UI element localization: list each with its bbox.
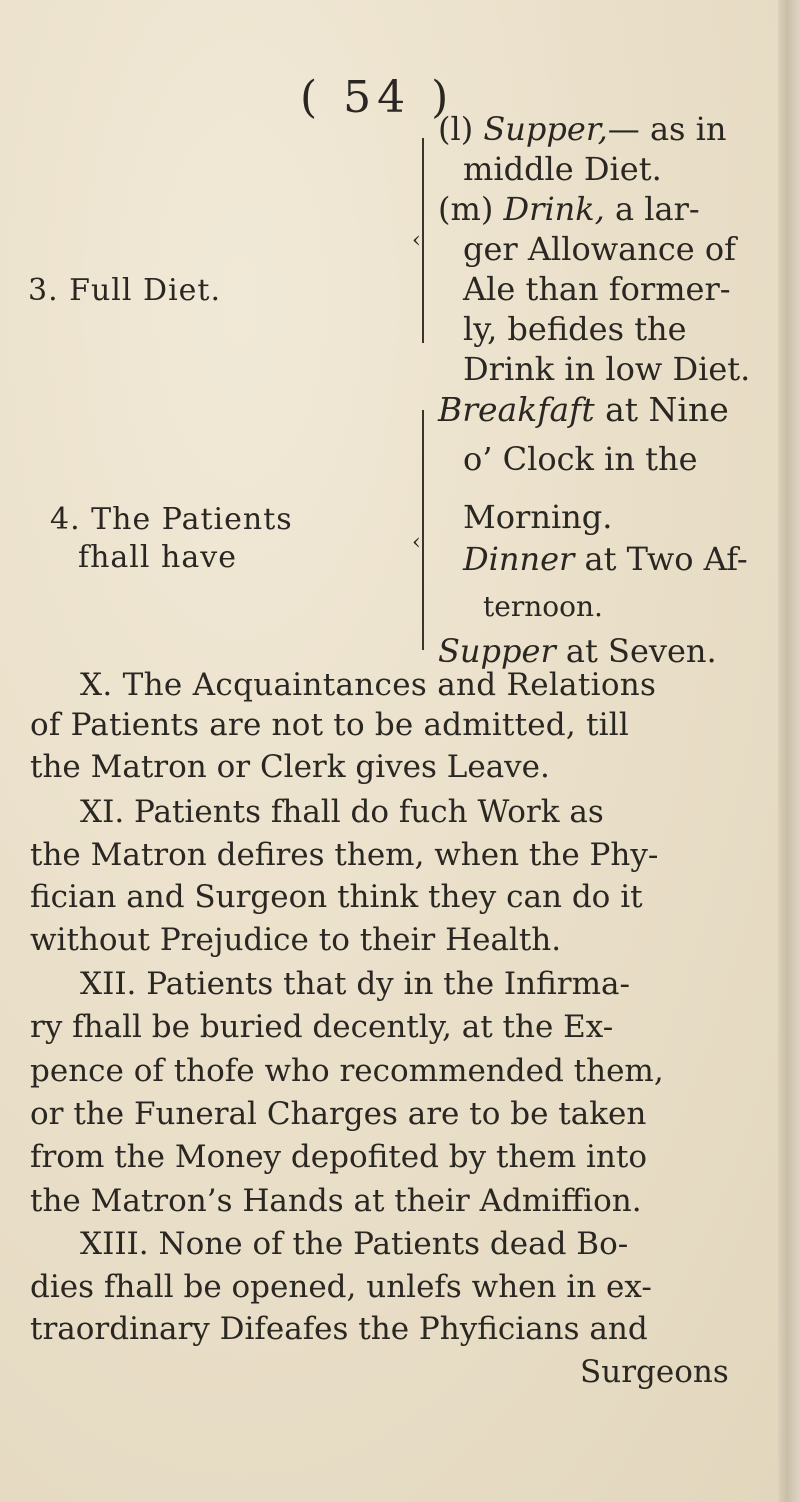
rule-xi-line: the Matron defires them, when the Phy-: [30, 837, 659, 873]
diet-item: Drink in low Diet.: [463, 350, 751, 388]
rule-xii-line: ry fhall be buried decently, at the Ex-: [30, 1009, 614, 1045]
meals-label-line2: fhall have: [78, 540, 237, 575]
page-edge-shadow: [778, 0, 800, 1502]
rule-xiii-line: XIII. None of the Patients dead Bo-: [80, 1226, 629, 1262]
full-diet-label: 3. Full Diet.: [28, 273, 222, 308]
meals-brace: ‹: [416, 410, 430, 650]
rule-x-line: X. The Acquaintances and Relations: [80, 667, 657, 703]
meal-item: Dinner at Two Af-: [463, 540, 748, 578]
rule-xii-line: XII. Patients that dy in the Infirma-: [80, 966, 630, 1002]
rule-xii-line: the Matron’s Hands at their Admiffion.: [30, 1183, 642, 1219]
meal-item: Breakfaft at Nine: [438, 390, 729, 429]
meals-label-line1: 4. The Patients: [50, 502, 293, 537]
rule-x-line: of Patients are not to be admitted, till: [30, 707, 629, 743]
diet-item: (m) Drink, a lar-: [438, 190, 700, 228]
diet-item: ly, befides the: [463, 310, 687, 348]
catchword: Surgeons: [580, 1354, 729, 1390]
meal-item: ternoon.: [483, 590, 603, 623]
meals-section: [28, 390, 768, 703]
rule-xi-line: without Prejudice to their Health.: [30, 922, 562, 958]
rule-xi-line: fician and Surgeon think they can do it: [30, 879, 643, 915]
diet-item: ger Allowance of: [463, 230, 736, 268]
rule-xi-line: XI. Patients fhall do fuch Work as: [80, 794, 604, 830]
page-number: ( 54 ): [300, 72, 455, 123]
rule-xii-line: or the Funeral Charges are to be taken: [30, 1096, 647, 1132]
rule-xiii-line: dies fhall be opened, unlefs when in ex-: [30, 1269, 652, 1305]
rule-xii-line: from the Money depofited by them into: [30, 1139, 648, 1175]
meal-item: Morning.: [463, 498, 613, 536]
meal-item: Supper at Seven.: [438, 632, 717, 670]
rule-xii-line: pence of thofe who recommended them,: [30, 1053, 664, 1089]
diet-item: middle Diet.: [463, 150, 662, 188]
rule-xiii-line: traordinary Difeafes the Phyficians and: [30, 1311, 648, 1347]
diet-item: (l) Supper,— as in: [438, 110, 727, 148]
meal-item: o’ Clock in the: [463, 440, 698, 478]
rule-x-line: the Matron or Clerk gives Leave.: [30, 749, 550, 785]
full-diet-brace: ‹: [416, 138, 430, 343]
diet-item: Ale than former-: [463, 270, 731, 308]
